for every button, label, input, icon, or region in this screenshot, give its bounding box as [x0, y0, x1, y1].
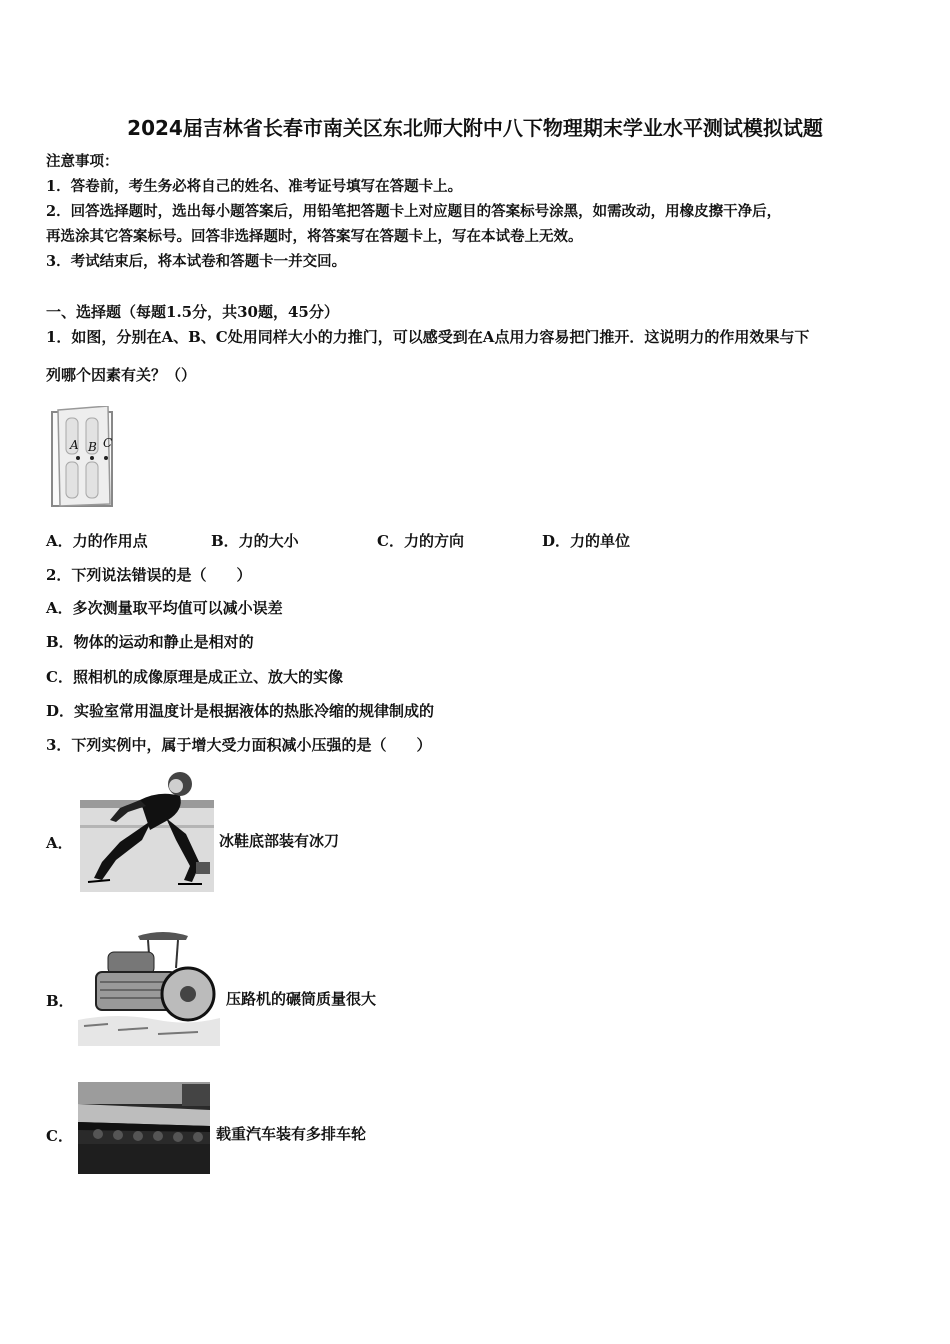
- note-item: 3．考试结束后，将本试卷和答题卡一并交回。: [46, 253, 347, 270]
- q2-option-d[interactable]: D．实验室常用温度计是根据液体的热胀冷缩的规律制成的: [46, 702, 435, 720]
- door-figure: [50, 406, 116, 510]
- q3-option-b-text[interactable]: 压路机的碾筒质量很大: [226, 990, 377, 1008]
- road-roller-image: [78, 928, 220, 1046]
- heavy-truck-photo: [78, 1082, 210, 1174]
- q2-option-a[interactable]: A．多次测量取平均值可以减小误差: [46, 599, 283, 617]
- q1-option-d[interactable]: D．力的单位: [542, 532, 631, 550]
- q1-stem-line1: 1．如图，分别在A、B、C处用同样大小的力推门，可以感受到在A点用力容易把门推开．这说明力的作用效果与下: [46, 328, 810, 346]
- q1-option-a[interactable]: A．力的作用点: [46, 532, 148, 550]
- q3-option-a-text[interactable]: 冰鞋底部装有冰刀: [219, 832, 340, 850]
- q2-option-b[interactable]: B．物体的运动和静止是相对的: [46, 633, 254, 651]
- q1-option-c[interactable]: C．力的方向: [377, 532, 464, 550]
- door-image: [50, 406, 116, 510]
- page-title: 2024届吉林省长春市南关区东北师大附中八下物理期末学业水平测试模拟试题: [127, 116, 823, 140]
- q3-option-a-label[interactable]: A．: [46, 834, 73, 852]
- speed-skater-photo: [80, 770, 214, 892]
- q2-stem: 2．下列说法错误的是（ ）: [46, 566, 252, 584]
- speed-skater-image: [80, 770, 214, 892]
- heavy-truck-image: [78, 1082, 210, 1174]
- road-roller-photo: [78, 928, 220, 1046]
- door-label-a: A: [70, 438, 79, 452]
- q1-stem-line2: 列哪个因素有关？（）: [46, 366, 197, 384]
- note-item: 2．回答选择题时，选出每小题答案后，用铅笔把答题卡上对应题目的答案标号涂黑，如需改动，用橡皮擦干净后，: [46, 203, 782, 220]
- q3-option-c-label[interactable]: C．: [46, 1127, 73, 1145]
- notes-heading: 注意事项：: [46, 153, 119, 170]
- q2-option-c[interactable]: C．照相机的成像原理是成正立、放大的实像: [46, 668, 343, 686]
- note-item: 1．答卷前，考生务必将自己的姓名、准考证号填写在答题卡上。: [46, 178, 463, 195]
- door-label-c: C: [103, 436, 113, 450]
- q3-stem: 3．下列实例中，属于增大受力面积减小压强的是（ ）: [46, 736, 432, 754]
- q1-option-b[interactable]: B．力的大小: [211, 532, 299, 550]
- section-heading: 一、选择题（每题1.5分，共30题，45分）: [46, 303, 339, 321]
- note-item: 再选涂其它答案标号。回答非选择题时，将答案写在答题卡上，写在本试卷上无效。: [46, 228, 583, 245]
- q3-option-c-text[interactable]: 载重汽车装有多排车轮: [216, 1125, 367, 1143]
- door-label-b: B: [88, 440, 97, 454]
- q3-option-b-label[interactable]: B．: [46, 992, 74, 1010]
